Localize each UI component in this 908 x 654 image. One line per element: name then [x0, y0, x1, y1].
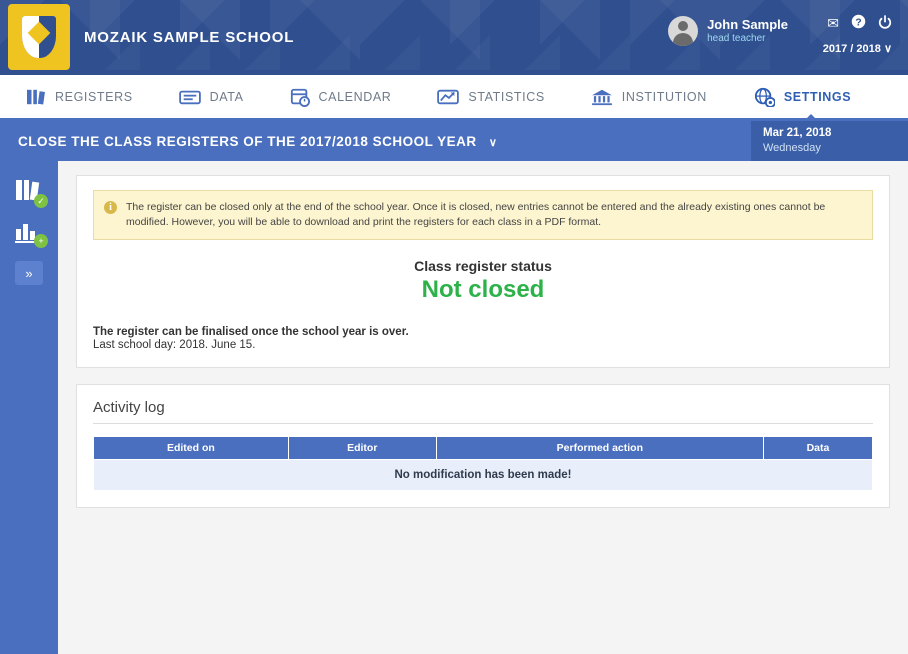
current-date: Mar 21, 2018: [763, 127, 832, 139]
last-school-day: Last school day: 2018. June 15.: [93, 339, 256, 351]
nav-item-statistics[interactable]: [437, 74, 562, 120]
nav-label-statistics: STATISTICS: [468, 89, 545, 104]
sidebar-item-close-registers[interactable]: [0, 171, 58, 211]
table-row: [94, 460, 873, 491]
column-edited-on: Edited on: [94, 437, 289, 460]
school-logo: [8, 4, 70, 70]
user-profile[interactable]: [668, 16, 788, 46]
nav-item-settings[interactable]: [753, 74, 869, 120]
school-year-value: 2017 / 2018: [822, 43, 881, 55]
power-icon[interactable]: [878, 15, 892, 31]
nav-label-calendar: CALENDAR: [318, 89, 392, 104]
table-header-row: [94, 437, 873, 460]
main-content: [58, 161, 908, 654]
page-title-text: CLOSE THE CLASS REGISTERS OF THE 2017/2018 SCHOOL YEAR: [18, 133, 477, 149]
column-performed-action: Performed action: [436, 437, 763, 460]
main-navigation: [0, 75, 908, 121]
nav-label-data: DATA: [209, 89, 244, 104]
school-name: MOZAIK SAMPLE SCHOOL: [84, 29, 295, 46]
finalise-note: The register can be finalised once the school year is over.: [93, 326, 409, 338]
nav-item-calendar[interactable]: [290, 74, 410, 120]
column-data: Data: [763, 437, 872, 460]
sidebar-item-class-settings[interactable]: [0, 211, 58, 251]
page-title[interactable]: [0, 134, 497, 149]
info-notice: [93, 190, 873, 240]
svg-text:?: ?: [855, 17, 862, 29]
institution-icon: [591, 88, 613, 106]
check-badge-icon: ✓: [34, 194, 48, 208]
info-notice-text: The register can be closed only at the end of the school year. Once it is closed, new entries cannot be entered and the already existing ones cannot be modified. However, you will be able to download and print the registers for each class in a PDF format.: [126, 201, 826, 228]
current-weekday: Wednesday: [763, 142, 821, 154]
sidebar-expand-button[interactable]: »: [15, 261, 43, 285]
user-name: John Sample: [707, 16, 788, 32]
help-icon[interactable]: [851, 14, 866, 31]
activity-log-panel: [76, 384, 890, 508]
plus-badge-icon: +: [34, 234, 48, 248]
current-date-box: [751, 121, 908, 161]
registers-close-icon: [14, 177, 44, 205]
left-sidebar: [0, 161, 58, 654]
user-role: head teacher: [707, 32, 766, 44]
settings-icon: [753, 87, 775, 107]
class-settings-icon: [14, 217, 44, 245]
nav-item-registers[interactable]: [26, 74, 151, 120]
nav-label-registers: REGISTERS: [55, 89, 133, 104]
page-body: [0, 161, 908, 654]
registers-icon: [26, 88, 46, 106]
info-icon: i: [104, 201, 117, 214]
school-year-selector[interactable]: [823, 42, 892, 55]
statistics-icon: [437, 88, 459, 106]
mail-icon[interactable]: ✉: [827, 14, 839, 31]
avatar: [668, 16, 698, 46]
activity-log-table: [93, 436, 873, 491]
shield-icon: [22, 16, 56, 58]
column-editor: Editor: [288, 437, 436, 460]
chevron-down-icon: ∨: [883, 43, 892, 55]
status-badge: Not closed: [421, 276, 545, 303]
nav-label-settings: SETTINGS: [783, 89, 852, 104]
chevron-down-icon: ∨: [488, 136, 498, 149]
data-icon: [179, 88, 201, 106]
header-icon-group: [827, 14, 892, 31]
app-header: [0, 0, 908, 75]
page-title-bar: [0, 121, 908, 161]
status-label: Class register status: [414, 258, 552, 274]
nav-item-data[interactable]: [179, 74, 262, 120]
empty-state-message: No modification has been made!: [94, 460, 873, 491]
register-status-panel: [76, 175, 890, 368]
nav-item-institution[interactable]: [591, 74, 725, 120]
calendar-icon: [290, 87, 310, 107]
activity-log-heading: Activity log: [93, 399, 873, 424]
nav-label-institution: INSTITUTION: [621, 89, 707, 104]
